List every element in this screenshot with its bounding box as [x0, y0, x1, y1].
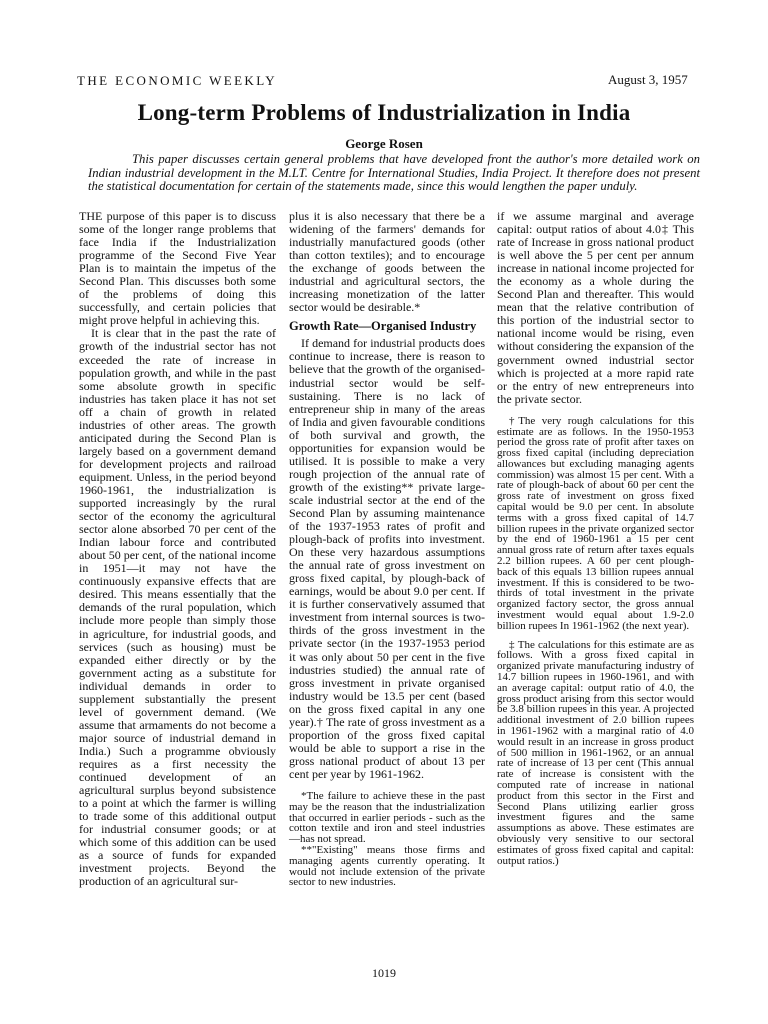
article-author: George Rosen — [345, 136, 423, 151]
text-column-3 — [497, 210, 694, 866]
section-heading: Growth Rate—Organised Industry — [289, 319, 477, 334]
body-paragraph: plus it is also necessary that there be a widening of the farmers' demands for industrially manufactured goods (other than cotton textiles); and to encourage the exchange of goods between the industrial and agricultural sectors, the increasing monetization of the latter sector would be desirable.* — [289, 209, 485, 315]
footnote: †The very rough calculations for this estimate are as follows. In the 1950-1953 period the gross rate of profit after taxes on gross fixed capital (including depreciation allowances but excluding managing agents commission) was almost 15 per cent. With a rate of plough-back of about 60 per cent the gross rate of investment on gross fixed capital would be 9.0 per cent. In absolute terms with a gross fixed capital of 14.7 billion rupees in the private organized sector by the end of 1960-1961 a 15 per cent annual gross rate of return after taxes equals 2.2 billion rupees. A 60 per cent plough-back of this equals 13 billion rupees annual investment. If this is considered to be two-thirds of total investment in the private organized factory sector, the gross annual investment would equal about 1.9-2.0 billion rupees In 1961-1962 (the next year). — [497, 414, 694, 632]
text-column-1 — [79, 210, 276, 888]
article-title: Long-term Problems of Industrialization in India — [137, 100, 631, 125]
issue-date: August 3, 1957 — [608, 72, 688, 87]
body-paragraph: THE purpose of this paper is to discuss some of the longer range problems that face India if the Industrialization programme of the Second Five Year Plan is to maintain the impetus of the Second Plan. This discusses both some of the problems of doing this successfully, and certain policies that might prove helpful in achieving this. — [79, 209, 276, 328]
body-paragraph: if we assume marginal and average capital: output ratios of about 4.0‡ This rate of Increase in gross national product is well above the 5 per cent per annum increase in national income projected for the economy as a whole during the Second Plan and thereafter. This would mean that the relative contribution of this portion of the industrial sector to national income would be rising, even without considering the expansion of the government owned industrial sector which is projected at a more rapid rate or the entry of new entrepreneurs into the private sector. — [497, 209, 694, 406]
page-number: 1019 — [372, 966, 396, 980]
journal-name: THE ECONOMIC WEEKLY — [77, 73, 278, 88]
text-column-2 — [289, 210, 485, 888]
body-paragraph: It is clear that in the past the rate of growth of the industrial sector has not exceeded the rate of increase in population growth, and while in the past some absolute growth in specific industries has taken place it has not set off a chain of growth in related industries of other areas. The growth anticipated during the Second Plan is largely based on a government demand for development projects and railroad equipment. Unless, in the period beyond 1960-1961, the industrialization is supported increasingly by the rural sector of the economy the agricultural sector alone absorbed 70 per cent of the Indian labour force and contributed about 50 per cent, of the national income in 1951—it may not have the continuously expansive effects that are desired. This means essentially that the demands of the rural population, which include more people than simply those in agriculture, for industrial goods, and services (such as housing) must be expanded either directly or by the government acting as a substitute for individual demands in order to supplement substantially the present level of government demand. (We assume that armaments do not become a major source of industrial demand in India.) Such a programme obviously requires as a first necessity the continued development of an agricultural surplus beyond subsistence to a point at which the farmer is willing to trade some of this additional output for industrial consumer goods; or at which some of this addition can be used as a source of funds for expanded investment projects. Beyond the production of an agricultural sur- — [79, 326, 276, 889]
footnote: *The failure to achieve these in the past may be the reason that the industrialization that occurred in earlier periods - such as the cotton textile and iron and steel industries —has not spread. — [289, 789, 485, 846]
article-abstract — [88, 153, 700, 194]
footnote: ‡ The calculations for this estimate are as follows. With a gross fixed capital in organized private manufacturing industry of 14.7 billion rupees in 1960-1961, and with an average capital: output ratio of 4.0, the gross product arising from this sector would be 3.8 billion rupees in this year. A projected additional investment of 2.0 billion rupees in 1961-1962 with a marginal ratio of 4.0 would result in an increase in gross product of 500 million in 1961-1962, or an annual rate of increase of 13 per cent (This annual rate of increase is consistent with the computed rate of increase in national product from this sector in the First and Second Plans utilizing earlier gross investment figures and the same assumptions as above. These estimates are obviously very sensitive to our sectoral estimates of gross fixed capital and capital: output ratios.) — [497, 638, 694, 867]
footnote: **"Existing" means those firms and managing agents currently operating. It would not include extension of the private sector to new industries. — [289, 843, 485, 889]
abstract-text: This paper discusses certain general problems that have developed front the author's more detailed work on Indian industrial development in the M.LT. Centre for International Studies, India Project. It therefore does not present the statistical documentation for certain of the statements made, since this would lengthen the paper unduly. — [88, 152, 700, 194]
body-paragraph: If demand for industrial products does continue to increase, there is reason to believe that the growth of the organised-industrial sector would be self-sustaining. There is no lack of entrepreneur ship in many of the areas of India and given favourable conditions of both survival and growth, the opportunities for expansion would be utilised. It is possible to make a very rough projection of the annual rate of growth of the existing** private large-scale industrial sector at the end of the Second Plan by assuming maintenance of the 1937-1953 rates of profit and plough-back of profits into investment. On these very hazardous assumptions the annual rate of gross investment on gross fixed capital, by plough-back of earnings, would be about 9.0 per cent. If it is further conservatively assumed that investment from internal sources is two-thirds of the gross investment in the private sector (in the 1937-1953 period it was only about 50 per cent in the five industries studied) the annual rate of gross investment in private organised industry would be 13.5 per cent (based on the gross fixed capital in any one year).† The rate of gross investment as a proportion of the gross fixed capital would be able to support a rise in the gross national product of about 13 per cent per year by 1961-1962. — [289, 336, 485, 781]
